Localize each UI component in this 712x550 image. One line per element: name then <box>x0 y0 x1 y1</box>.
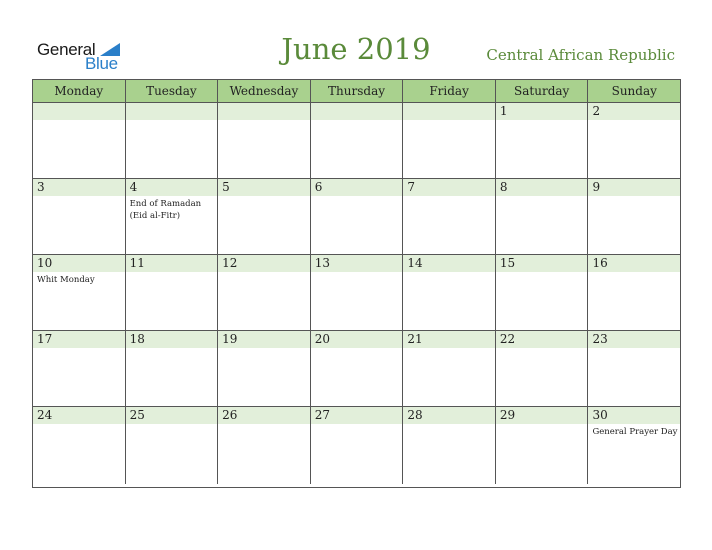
day-number-band <box>218 103 310 120</box>
day-number: 16 <box>592 256 608 270</box>
day-cell <box>218 407 311 484</box>
day-number: 2 <box>592 104 601 118</box>
day-cell <box>496 179 589 254</box>
logo-text-blue: Blue <box>85 54 118 73</box>
day-cell <box>311 255 404 330</box>
day-number: 3 <box>37 180 45 194</box>
day-cell <box>311 103 404 178</box>
week-row <box>33 255 680 331</box>
day-number-band <box>126 103 218 120</box>
day-number: 20 <box>314 332 331 346</box>
day-cell <box>218 179 311 254</box>
day-number: 21 <box>407 332 423 346</box>
day-number: 8 <box>499 180 508 194</box>
day-number-band <box>588 179 680 196</box>
day-number: 1 <box>499 104 508 118</box>
day-number: 5 <box>222 180 230 194</box>
day-number-band <box>311 103 403 120</box>
day-number: 11 <box>129 256 145 270</box>
day-number: 19 <box>222 332 238 346</box>
day-cell <box>126 103 219 178</box>
logo-text-general: General <box>37 40 96 59</box>
day-number-band <box>311 179 403 196</box>
day-cell <box>33 179 126 254</box>
weekday-wednesday: Wednesday <box>218 80 311 102</box>
calendar-grid <box>32 79 681 488</box>
day-number-band <box>588 103 680 120</box>
day-number: 6 <box>314 180 323 194</box>
day-cell <box>588 407 680 484</box>
day-cell <box>126 407 219 484</box>
day-number: 23 <box>592 332 608 346</box>
weekday-monday: Monday <box>33 80 126 102</box>
day-number: 13 <box>314 256 331 270</box>
day-number-band <box>218 179 310 196</box>
weekday-tuesday: Tuesday <box>126 80 219 102</box>
day-number: 24 <box>37 408 53 422</box>
week-row <box>33 331 680 407</box>
day-cell <box>218 255 311 330</box>
holiday-label: Whit Monday <box>37 275 95 285</box>
day-number: 9 <box>592 180 601 194</box>
weekday-header-row <box>33 80 680 103</box>
country-name: Central African Republic <box>486 46 675 64</box>
day-cell <box>126 179 219 254</box>
day-number-band <box>403 179 495 196</box>
day-cell <box>33 331 126 406</box>
day-number-band <box>496 179 588 196</box>
week-row <box>33 103 680 179</box>
day-cell <box>403 179 496 254</box>
day-cell <box>496 407 589 484</box>
day-cell <box>403 407 496 484</box>
day-number: 10 <box>37 256 53 270</box>
day-number: 14 <box>407 256 423 270</box>
day-cell <box>588 103 680 178</box>
day-number-band <box>126 179 218 196</box>
day-cell <box>33 255 126 330</box>
day-cell <box>33 407 126 484</box>
weekday-saturday: Saturday <box>496 80 589 102</box>
day-cell <box>126 331 219 406</box>
day-number: 29 <box>499 408 516 422</box>
day-cell <box>403 255 496 330</box>
day-cell <box>126 255 219 330</box>
day-number: 26 <box>222 408 238 422</box>
day-number-band <box>33 103 125 120</box>
day-cell <box>311 179 404 254</box>
weekday-friday: Friday <box>403 80 496 102</box>
day-cell <box>218 331 311 406</box>
day-cell <box>218 103 311 178</box>
day-cell <box>496 331 589 406</box>
weeks-container <box>33 103 680 484</box>
day-number: 15 <box>499 256 516 270</box>
day-cell <box>588 331 680 406</box>
day-cell <box>496 255 589 330</box>
calendar-title: June 2019 <box>281 32 431 66</box>
weekday-sunday: Sunday <box>611 84 657 98</box>
day-number: 4 <box>129 180 138 194</box>
day-number: 12 <box>222 256 238 270</box>
day-cell <box>33 103 126 178</box>
day-cell <box>588 179 680 254</box>
day-cell <box>311 407 404 484</box>
day-number: 22 <box>499 332 516 346</box>
day-number-band <box>33 179 125 196</box>
day-number-band <box>496 103 588 120</box>
day-number: 30 <box>592 408 608 422</box>
day-cell <box>311 331 404 406</box>
holiday-label: General Prayer Day <box>592 427 678 437</box>
week-row <box>33 179 680 255</box>
day-number: 17 <box>37 332 53 346</box>
week-row <box>33 407 680 484</box>
holiday-label: End of Ramadan (Eid al-Fitr) <box>129 199 202 221</box>
generalblue-logo <box>37 40 127 74</box>
day-number: 7 <box>407 180 415 194</box>
day-number-band <box>403 103 495 120</box>
day-number: 18 <box>129 332 145 346</box>
day-cell <box>403 331 496 406</box>
weekday-thursday: Thursday <box>311 80 404 102</box>
day-number: 27 <box>314 408 331 422</box>
day-cell <box>403 103 496 178</box>
day-cell <box>588 255 680 330</box>
day-number: 28 <box>407 408 423 422</box>
day-number: 25 <box>129 408 145 422</box>
day-cell <box>496 103 589 178</box>
